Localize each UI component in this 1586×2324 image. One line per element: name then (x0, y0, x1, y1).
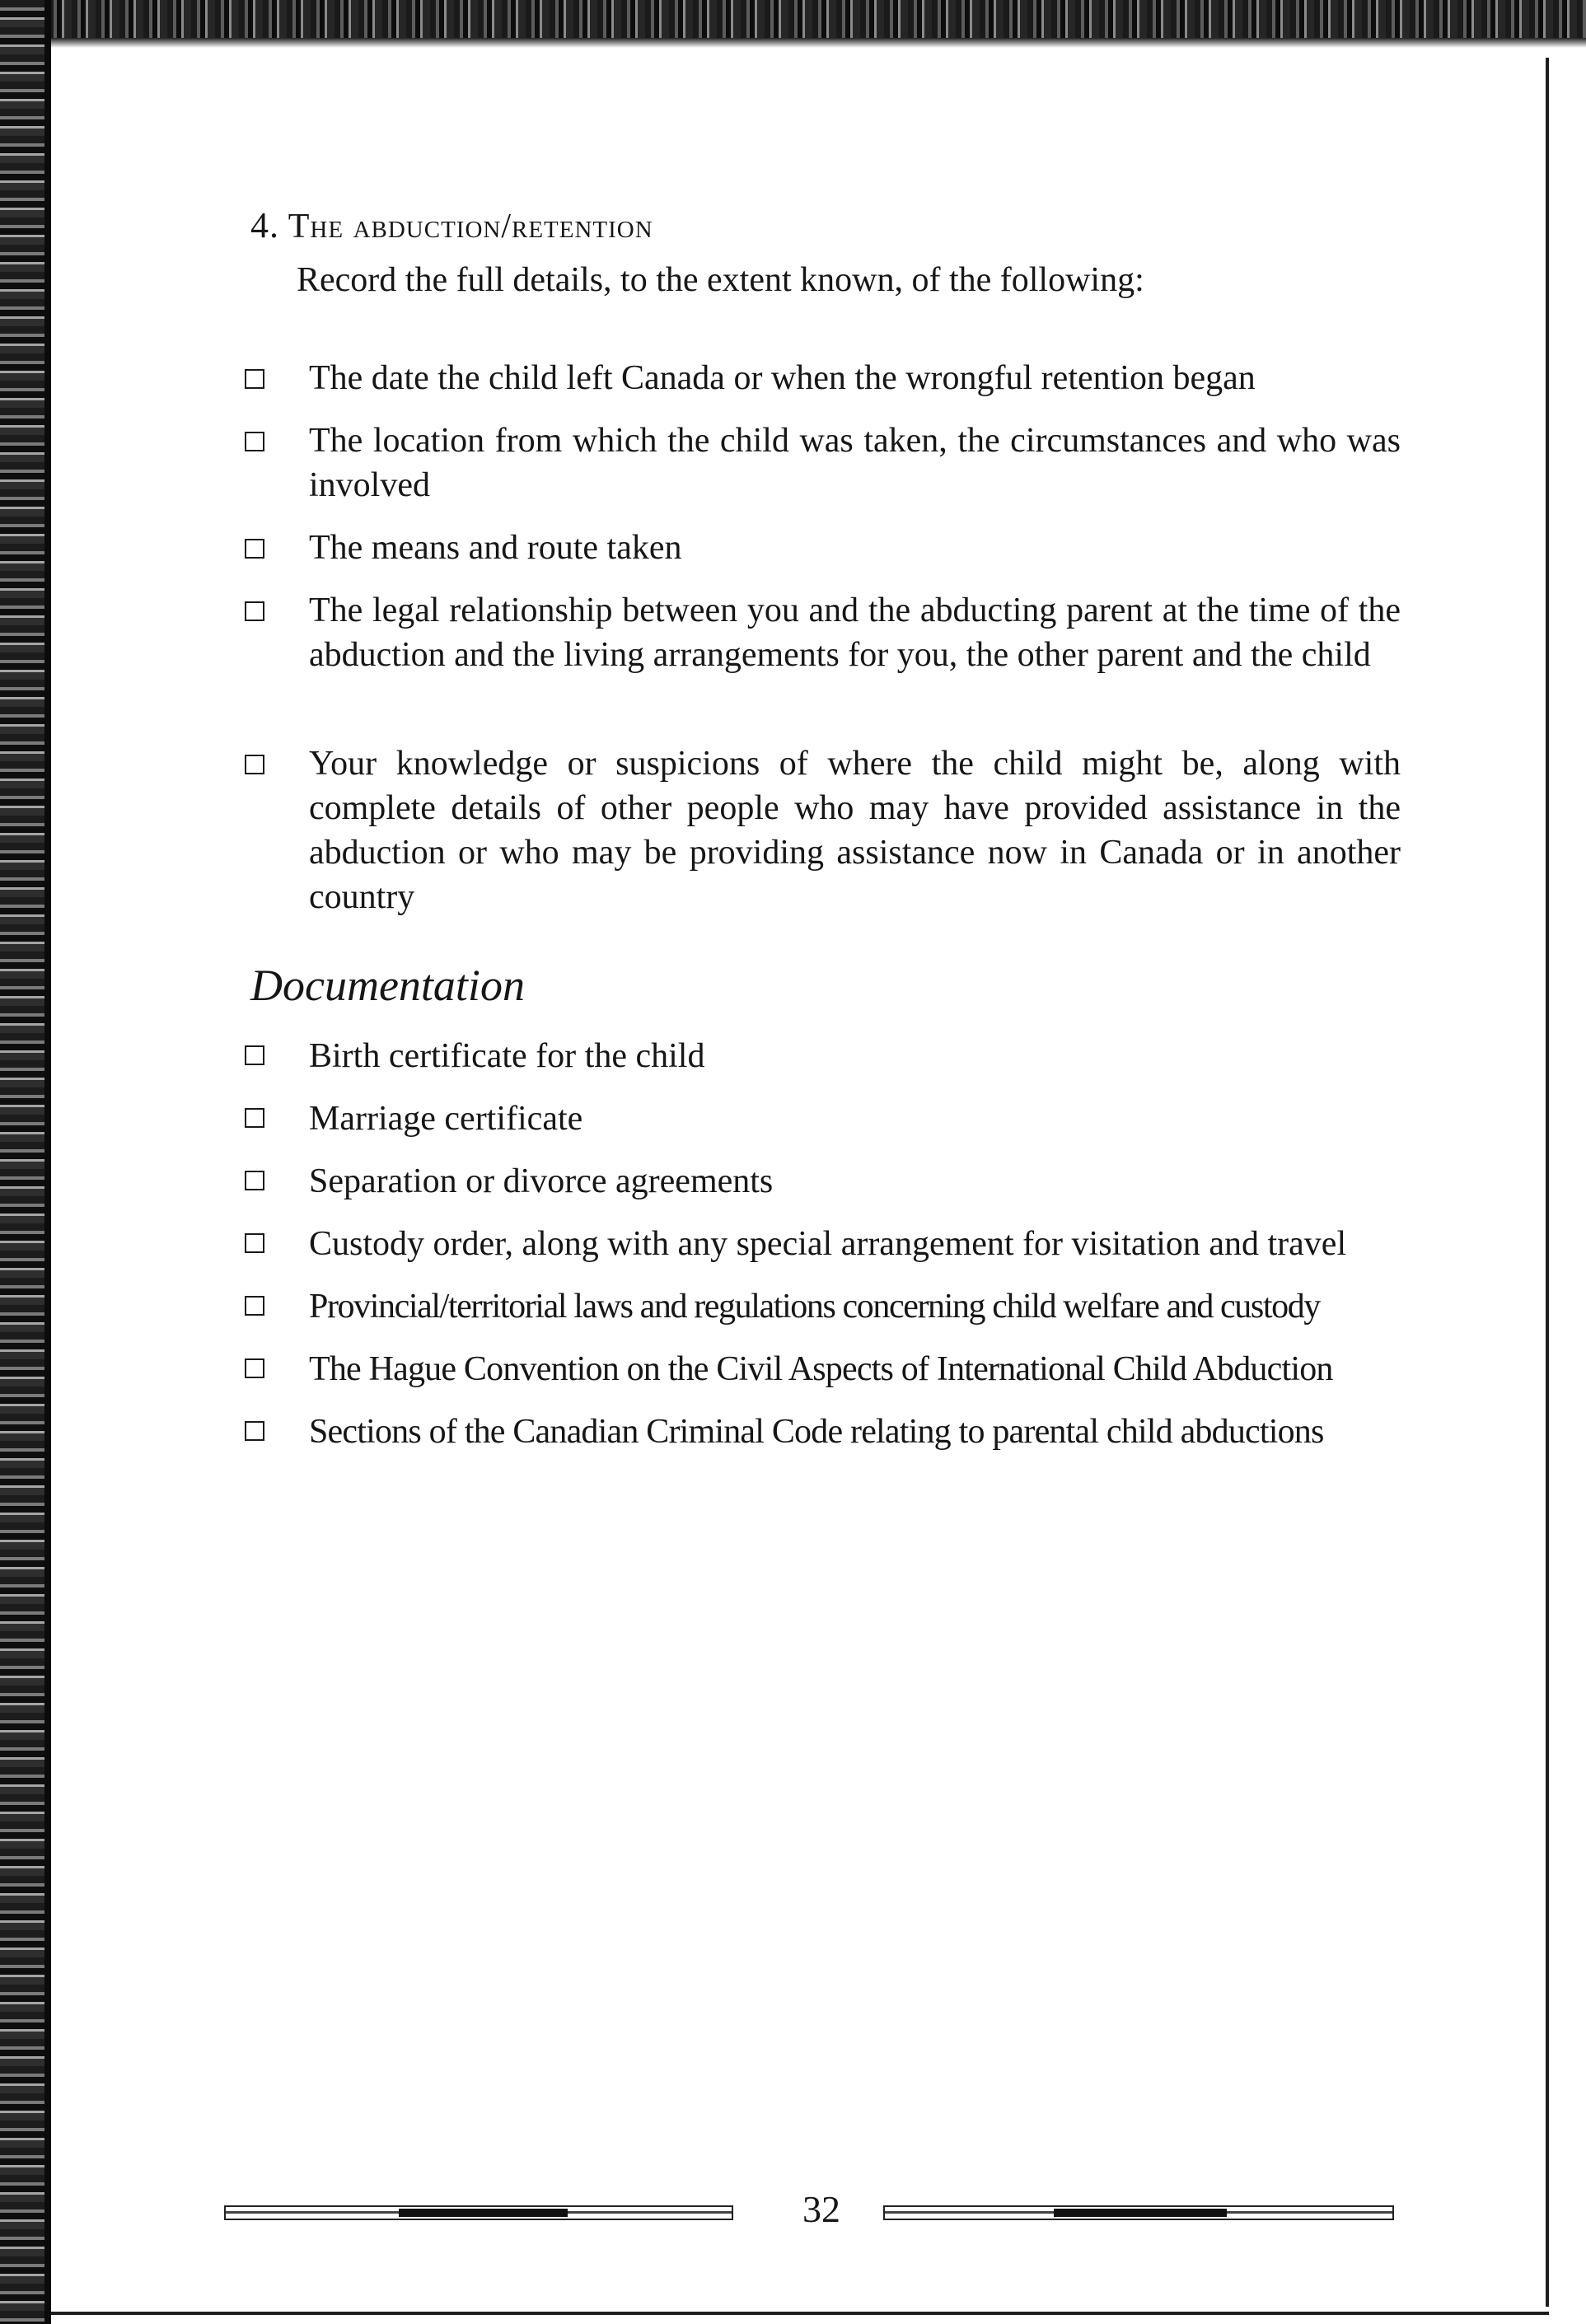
section-number: 4. (250, 205, 279, 245)
checklist-item-text: The location from which the child was taken, the circumstances and who was involved (309, 422, 1401, 504)
checkbox[interactable] (245, 1296, 264, 1316)
checkbox[interactable] (245, 1045, 264, 1065)
checklist-item-text: Marriage certificate (309, 1100, 583, 1138)
section-intro: Record the full details, to the extent known, of the following: (297, 261, 1144, 299)
checklist-item-text: The date the child left Canada or when the wrongful retention began (309, 359, 1256, 397)
checklist-item-text: Sections of the Canadian Criminal Code relating to parental child abductions (309, 1413, 1324, 1451)
checkbox[interactable] (245, 539, 264, 559)
footer-rule-left (224, 2205, 733, 2220)
checklist-item-text: The legal relationship between you and the abducting parent at the time of the abduction and the living arrangements for you, the other parent and the child (309, 592, 1401, 674)
rule-bar (399, 2209, 568, 2217)
checkbox[interactable] (245, 601, 264, 621)
checkbox[interactable] (245, 1108, 264, 1128)
checklist-item-text: The Hague Convention on the Civil Aspects of International Child Abduction (309, 1350, 1333, 1388)
checklist-item-text: The means and route taken (309, 529, 682, 567)
checklist-item-text: Provincial/territorial laws and regulations concerning child welfare and custody (309, 1288, 1320, 1326)
page-border-bottom (51, 2312, 1549, 2315)
rule-bar (1054, 2209, 1227, 2217)
page-border-right (1546, 58, 1549, 2307)
scan-edge-top (0, 0, 1586, 48)
checkbox[interactable] (245, 1358, 264, 1378)
section-heading (250, 204, 653, 246)
checklist-item-text: Your knowledge or suspicions of where the child might be, along with complete details of other people who may have provided assistance in the abduction or who may be providing assistance now in Canada or in another country (309, 745, 1401, 916)
checkbox[interactable] (245, 369, 264, 389)
checkbox[interactable] (245, 755, 264, 774)
checkbox[interactable] (245, 1233, 264, 1253)
scan-edge-left (0, 0, 51, 2324)
footer-rule-right (883, 2205, 1394, 2220)
page-number: 32 (802, 2188, 840, 2230)
checklist-item-text: Birth certificate for the child (309, 1037, 705, 1075)
checkbox[interactable] (245, 432, 264, 451)
page-footer (224, 2187, 1394, 2237)
checkbox[interactable] (245, 1171, 264, 1190)
section-title: The abduction/retention (288, 208, 653, 245)
checkbox[interactable] (245, 1421, 264, 1441)
checklist-item-text: Custody order, along with any special arrangement for visitation and travel (309, 1225, 1347, 1263)
checklist-item-text: Separation or divorce agreements (309, 1162, 774, 1200)
documentation-heading: Documentation (250, 961, 525, 1010)
